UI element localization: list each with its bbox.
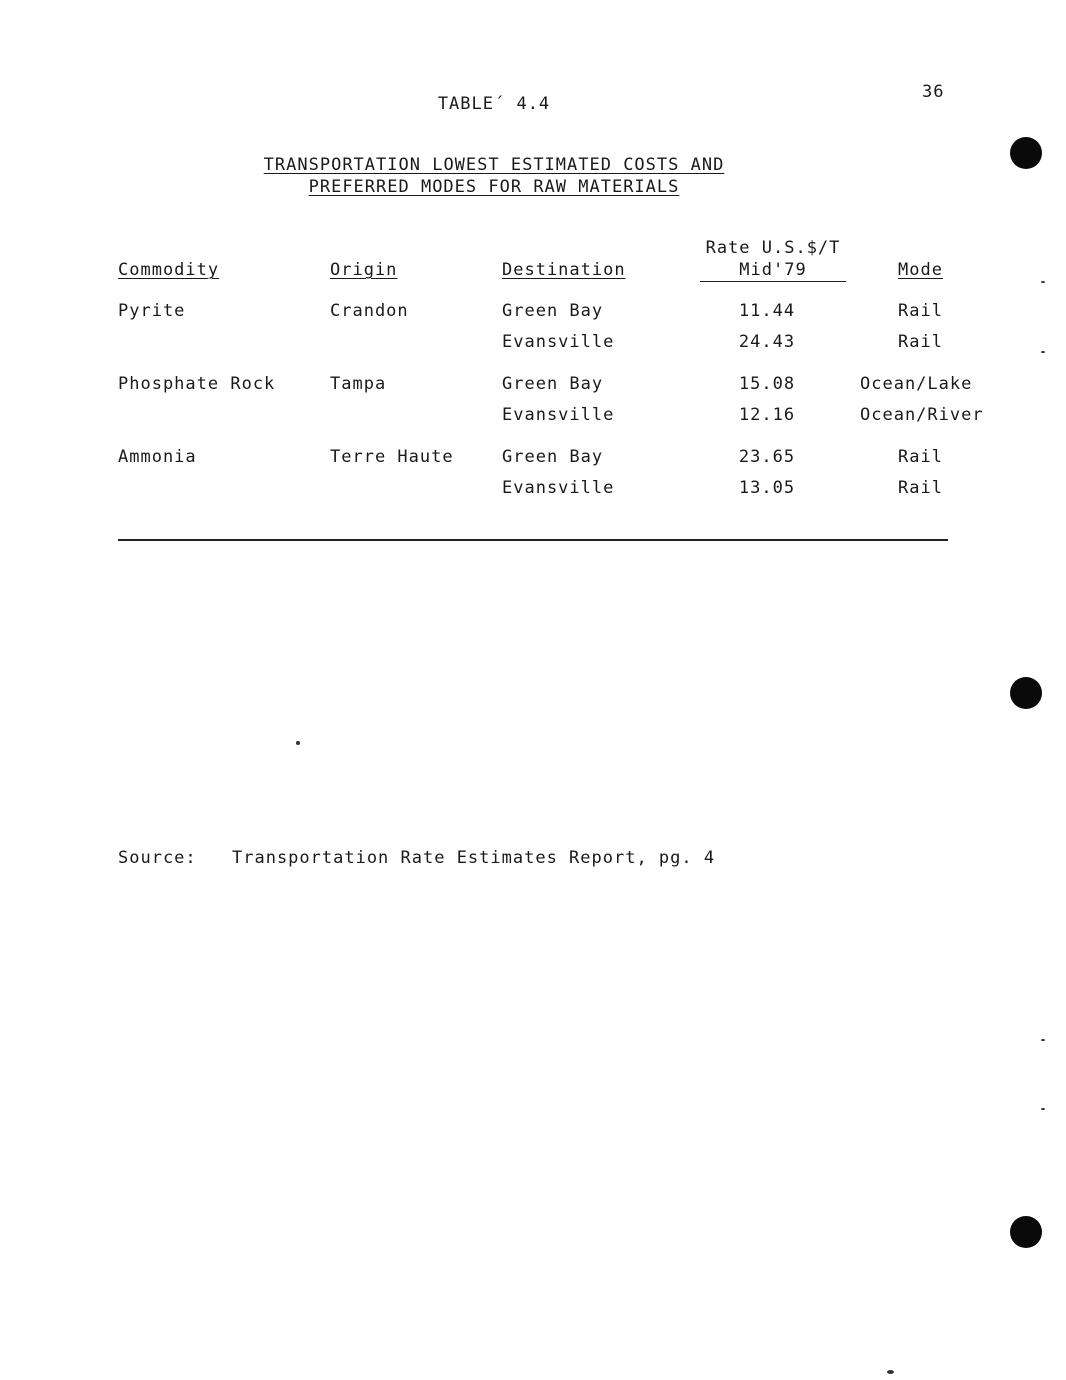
table-bottom-rule [118, 539, 948, 541]
scan-speck [1041, 351, 1045, 353]
column-header-mode: Mode [898, 260, 943, 280]
column-header-destination: Destination [502, 260, 626, 280]
cell-destination: Green Bay [502, 447, 604, 467]
cell-mode: Rail [898, 447, 943, 467]
cell-rate: 13.05 [738, 478, 796, 498]
cell-mode: Ocean/River [860, 405, 984, 425]
cell-destination: Evansville [502, 405, 615, 425]
scan-speck [296, 741, 300, 745]
rate-header-underline [700, 281, 846, 282]
table-title-line1: TRANSPORTATION LOWEST ESTIMATED COSTS AND [263, 155, 725, 175]
punch-hole [1010, 1216, 1042, 1248]
scan-speck [1041, 1108, 1045, 1110]
cell-commodity: Ammonia [118, 447, 197, 467]
column-header-rate-line1: Rate U.S.$/T [705, 238, 841, 258]
page-number: 36 [922, 82, 945, 102]
column-header-origin: Origin [330, 260, 398, 280]
cell-origin: Terre Haute [330, 447, 454, 467]
column-header-commodity: Commodity [118, 260, 220, 280]
cell-origin: Tampa [330, 374, 387, 394]
cell-mode: Ocean/Lake [860, 374, 973, 394]
scan-speck [1041, 281, 1045, 283]
punch-hole [1010, 137, 1042, 169]
column-header-rate-line2: Mid'79 [739, 260, 807, 280]
cell-rate: 12.16 [738, 405, 796, 425]
source-text: Transportation Rate Estimates Report, pg. 4 [232, 848, 716, 868]
cell-mode: Rail [898, 478, 943, 498]
cell-origin: Crandon [330, 301, 409, 321]
cell-destination: Green Bay [502, 301, 604, 321]
cell-rate: 23.65 [738, 447, 796, 467]
scan-speck [887, 1370, 894, 1374]
source-label: Source: [118, 848, 197, 868]
scan-speck [1041, 1039, 1045, 1041]
cell-rate: 15.08 [738, 374, 796, 394]
cell-mode: Rail [898, 301, 943, 321]
cell-commodity: Phosphate Rock [118, 374, 276, 394]
punch-hole [1010, 677, 1042, 709]
table-title-line2: PREFERRED MODES FOR RAW MATERIALS [308, 177, 680, 197]
cell-destination: Evansville [502, 478, 615, 498]
cell-destination: Green Bay [502, 374, 604, 394]
cell-rate: 24.43 [738, 332, 796, 352]
table-label: TABLE´ 4.4 [437, 94, 551, 114]
cell-destination: Evansville [502, 332, 615, 352]
cell-mode: Rail [898, 332, 943, 352]
cell-commodity: Pyrite [118, 301, 186, 321]
cell-rate: 11.44 [738, 301, 796, 321]
